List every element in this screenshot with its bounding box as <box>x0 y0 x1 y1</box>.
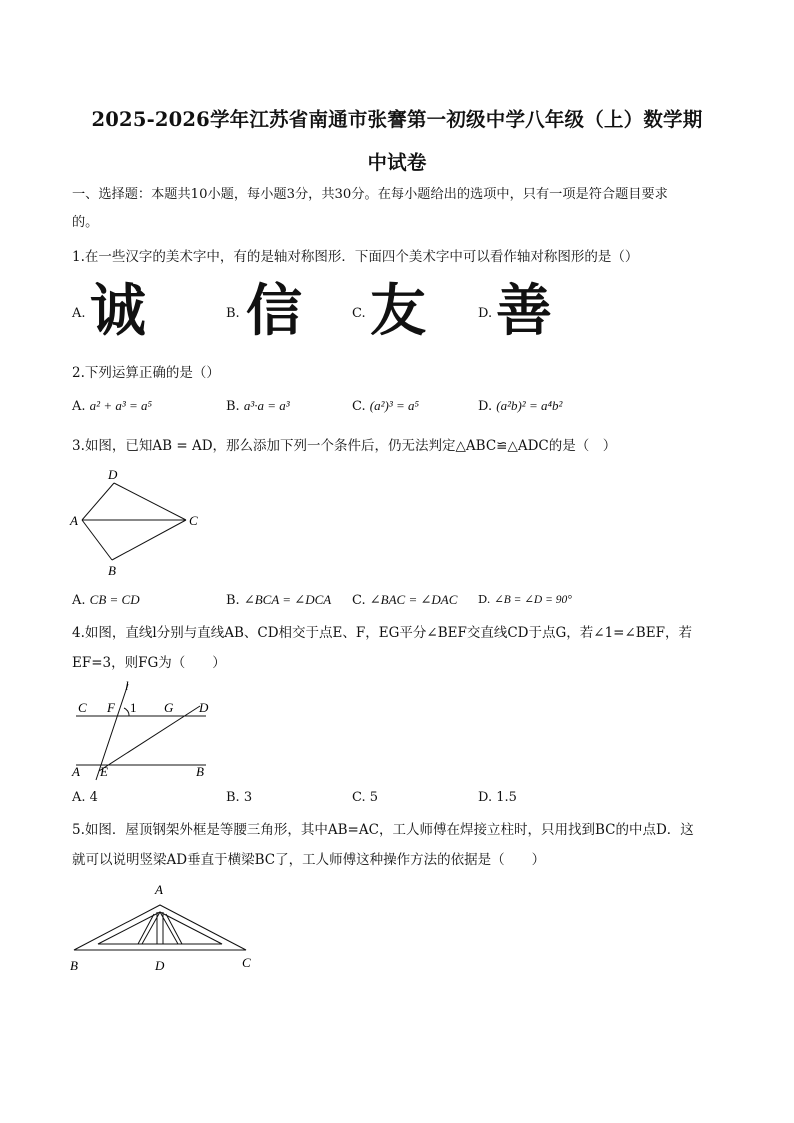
exam-title-line2: 中试卷 <box>367 151 427 174</box>
q4-option-c <box>352 790 378 805</box>
q5-label-b: B <box>70 958 78 973</box>
q5-figure <box>66 878 266 978</box>
q2-option-d-label: D. <box>478 399 493 414</box>
q3-segment-ab <box>82 520 112 560</box>
q3-label-a: A <box>70 513 78 528</box>
q2-option-c <box>352 398 419 414</box>
q2-option-a-label: A. <box>72 399 86 414</box>
q1-option-b-char: 信 <box>246 279 302 344</box>
q4-label-e: E <box>100 764 108 779</box>
q3-segment-dc <box>114 483 186 520</box>
q2-option-d-text: (a²b)² = a⁴b² <box>496 398 563 413</box>
q2-option-c-text: (a²)³ = a⁵ <box>369 398 420 413</box>
q4-label-c: C <box>78 700 87 715</box>
section-instructions-line2: 的。 <box>72 215 99 230</box>
exam-title-line1: 2025-2026学年江苏省南通市张謇第一初级中学八年级（上）数学期 <box>91 108 703 131</box>
q1-option-c-char: 友 <box>370 279 426 344</box>
q3-option-d-label: D. <box>478 592 491 606</box>
q4-option-a-label: A. <box>72 790 86 805</box>
q3-option-c-label: C. <box>352 593 366 608</box>
q1-stem: 1.在一些汉字的美术字中，有的是轴对称图形．下面四个美术字中可以看作轴对称图形的是（） <box>72 249 639 265</box>
q2-stem: 2.下列运算正确的是（） <box>72 365 220 381</box>
q4-label-a: A <box>72 764 80 779</box>
q3-option-c <box>352 592 457 608</box>
q4-option-a <box>72 790 98 805</box>
q3-option-c-text: ∠BAC = ∠DAC <box>369 592 458 607</box>
q5-strut-left-2 <box>138 914 154 944</box>
q4-option-c-text: 5 <box>369 790 379 805</box>
q1-option-c-label: C. <box>352 306 366 321</box>
q5-label-c: C <box>242 955 251 970</box>
q3-option-a <box>72 592 140 608</box>
q5-stem-line2: 就可以说明竖梁AD垂直于横梁BC了，工人师傅这种操作方法的依据是（ ） <box>72 852 546 868</box>
section-instructions-line1: 一、选择题：本题共10小题，每小题3分，共30分。在每小题给出的选项中，只有一项是符合题目要求 <box>72 187 668 202</box>
q3-option-a-text: CB = CD <box>89 592 140 607</box>
q4-label-f: F <box>107 700 115 715</box>
q4-option-d-label: D. <box>478 790 493 805</box>
q5-label-d: D <box>155 958 165 973</box>
q5-stem-line1: 5.如图．屋顶钢架外框是等腰三角形，其中AB=AC，工人师傅在焊接立柱时，只用找到BC的中点D．这 <box>72 822 694 838</box>
q4-label-angle-1: 1 <box>130 700 137 715</box>
q3-label-c: C <box>189 513 198 528</box>
q4-option-b-label: B. <box>226 790 240 805</box>
q2-option-d <box>478 398 562 414</box>
q2-option-b <box>226 398 290 414</box>
q4-stem-line1: 4.如图，直线l分别与直线AB、CD相交于点E、F，EG平分∠BEF交直线CD于点G，若∠1=∠BEF，若 <box>72 625 692 641</box>
q1-option-d-label: D. <box>478 306 493 321</box>
q3-segment-bc <box>112 520 186 560</box>
q3-label-b: B <box>108 563 116 578</box>
q1-option-a-char: 诚 <box>90 279 146 344</box>
q4-label-b: B <box>196 764 204 779</box>
q3-label-d: D <box>108 467 118 482</box>
q3-segment-da <box>82 483 114 520</box>
q4-option-b-text: 3 <box>243 790 253 805</box>
q4-label-d: D <box>199 700 209 715</box>
q4-option-c-label: C. <box>352 790 366 805</box>
q3-stem: 3.如图，已知AB = AD，那么添加下列一个条件后，仍无法判定△ABC≌△ADC的是（ ） <box>72 438 617 454</box>
q5-strut-right-2 <box>166 914 182 944</box>
q1-option-a-label: A. <box>72 306 86 321</box>
q3-option-b-label: B. <box>226 593 240 608</box>
q2-option-a <box>72 398 152 414</box>
q2-option-c-label: C. <box>352 399 366 414</box>
q2-option-a-text: a² + a³ = a⁵ <box>89 398 153 413</box>
q4-label-g: G <box>164 700 174 715</box>
q2-option-b-label: B. <box>226 399 240 414</box>
q2-option-b-text: a³·a = a³ <box>243 398 290 413</box>
q4-stem-line2: EF=3，则FG为（ ） <box>72 655 226 671</box>
q3-option-d <box>478 592 572 606</box>
q3-option-b-text: ∠BCA = ∠DCA <box>243 592 332 607</box>
q4-angle-1-arc <box>124 708 129 716</box>
q4-label-l: l <box>125 678 129 693</box>
q4-option-a-text: 4 <box>89 790 98 805</box>
q4-option-d <box>478 790 517 805</box>
q1-option-d-char: 善 <box>496 279 552 344</box>
q3-option-d-text: ∠B = ∠D = 90° <box>494 594 572 606</box>
q4-option-b <box>226 790 252 805</box>
q3-option-b <box>226 592 331 608</box>
q4-figure <box>66 676 226 786</box>
q3-figure <box>66 464 216 580</box>
q1-option-b-label: B. <box>226 306 240 321</box>
q5-label-a: A <box>155 882 163 897</box>
q4-option-d-text: 1.5 <box>496 790 517 805</box>
q3-option-a-label: A. <box>72 593 86 608</box>
